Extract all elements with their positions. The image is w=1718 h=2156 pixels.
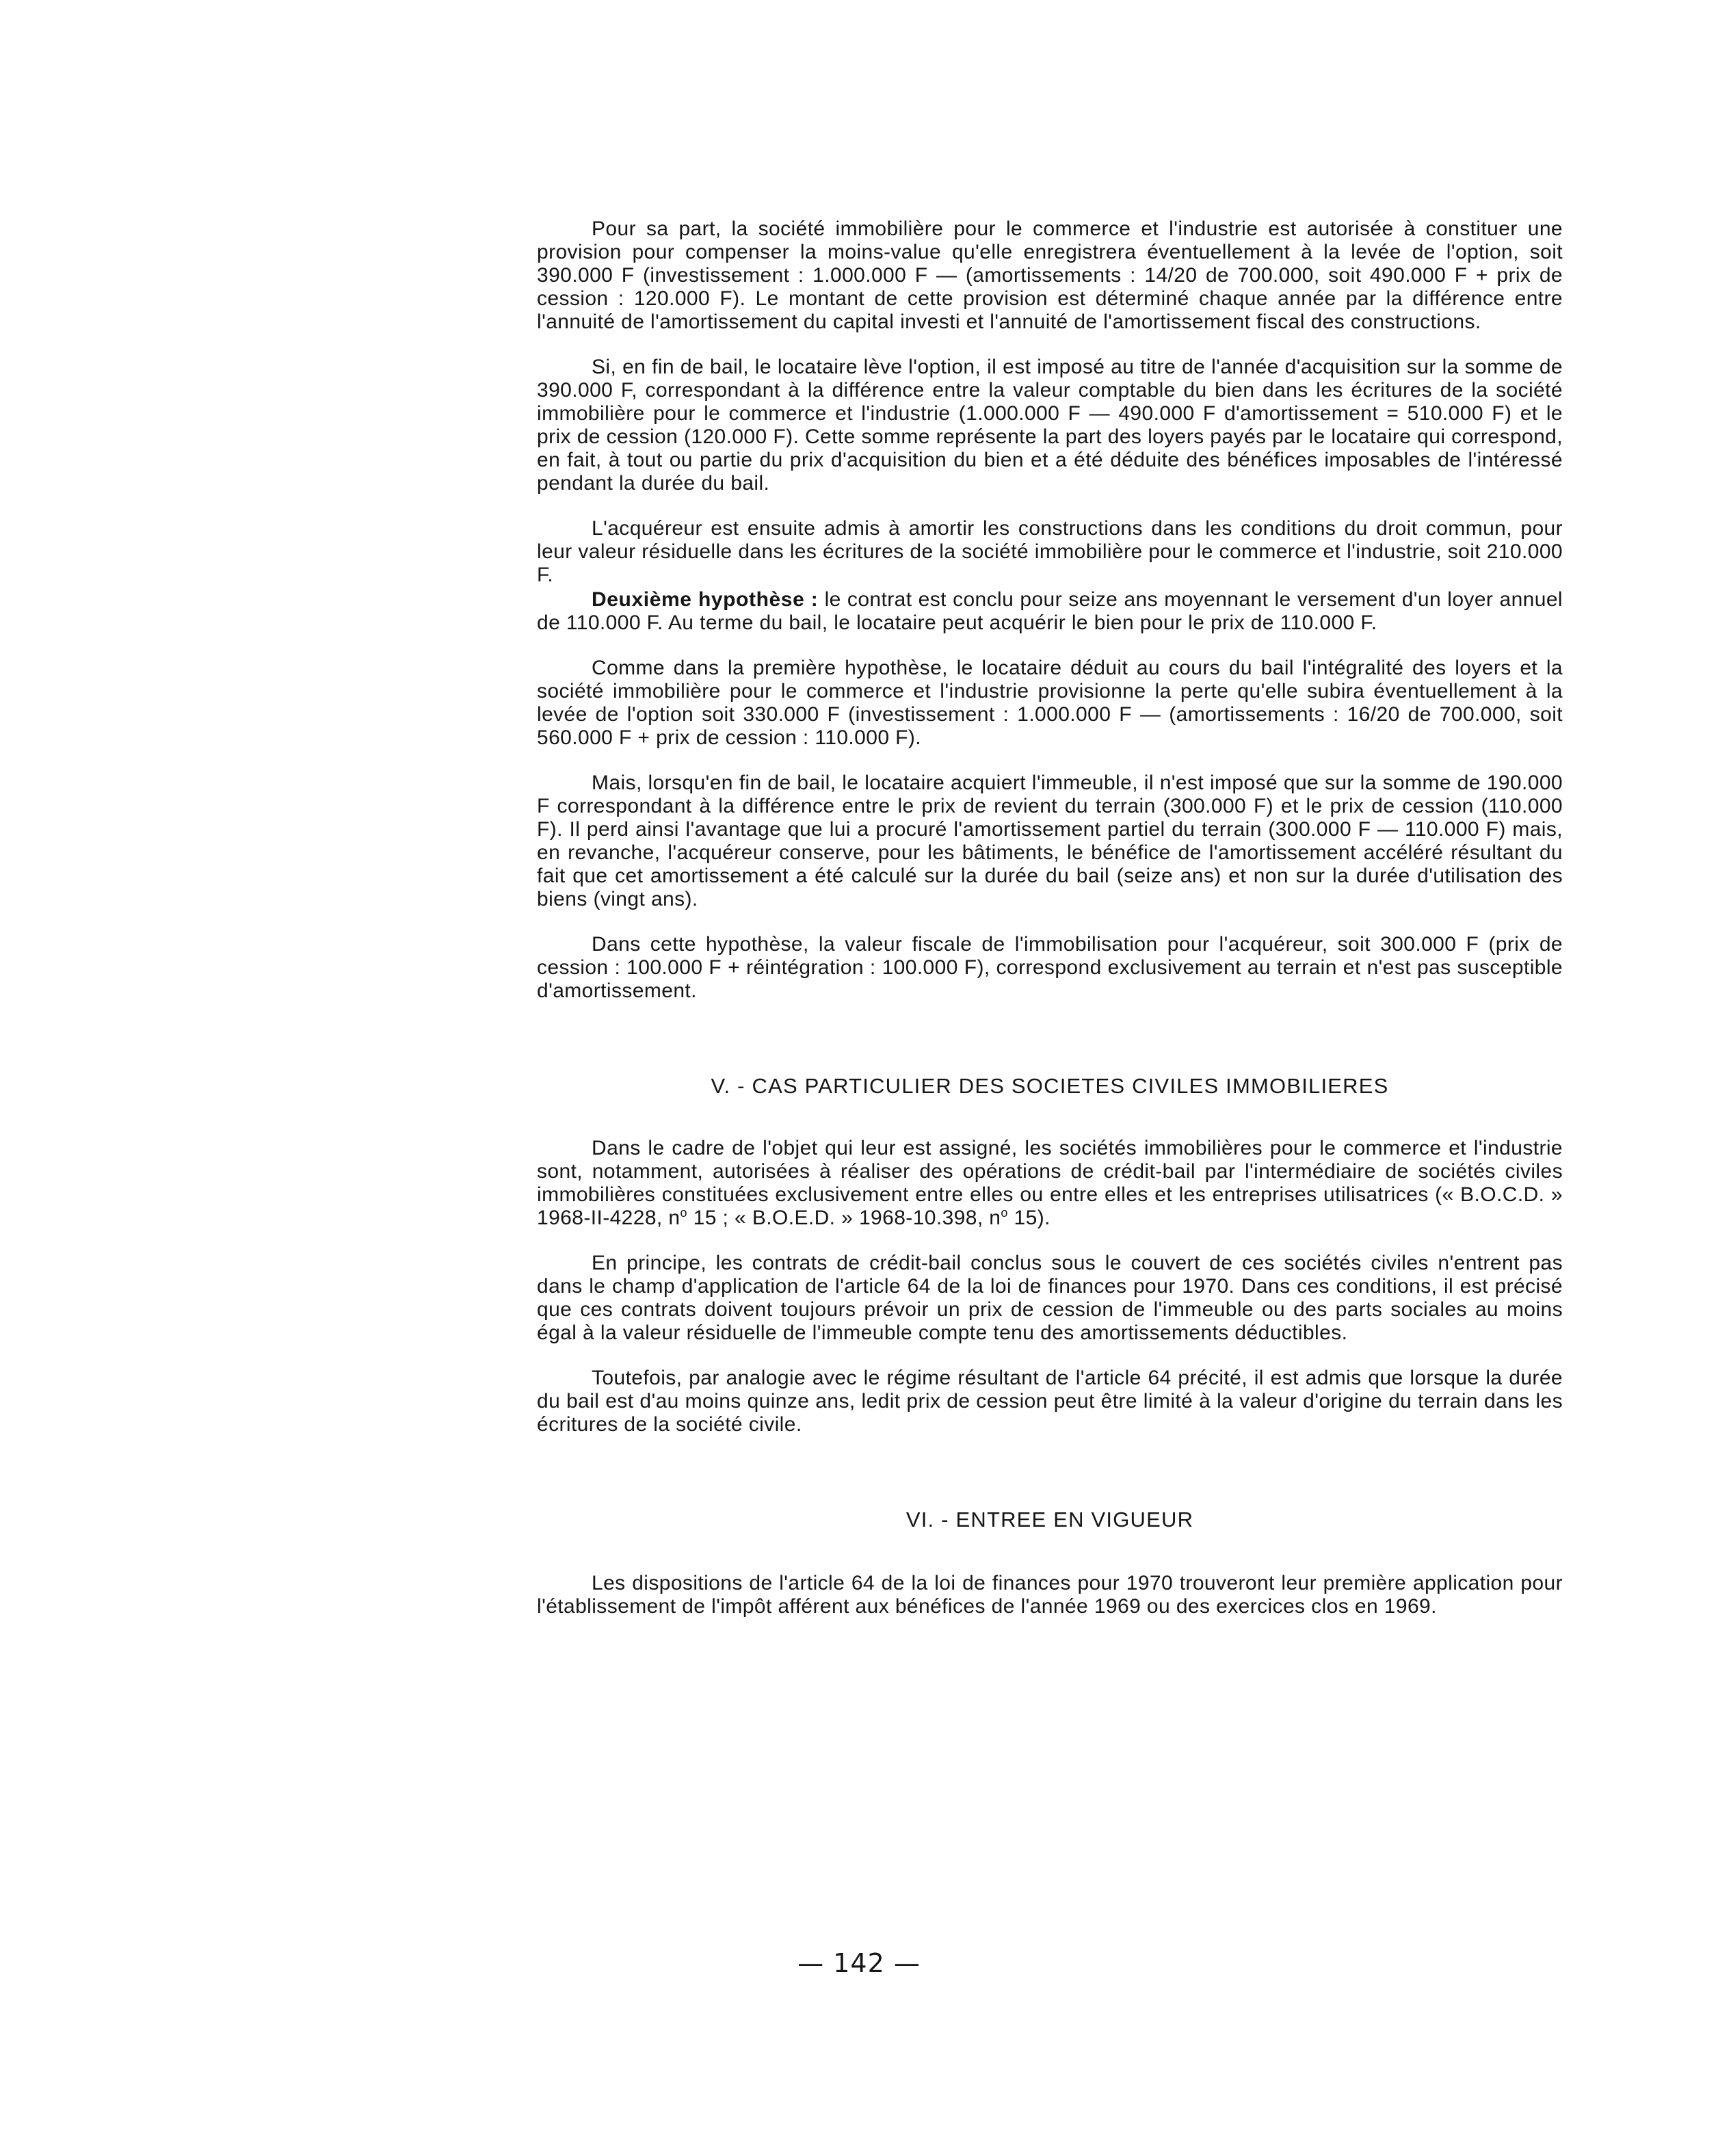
paragraph-entree-en-vigueur: Les dispositions de l'article 64 de la loi de finances pour 1970 trouveront leur première application pour l'établissement de l'impôt afférent aux bénéfices de l'année 1969 ou des exercices clos en 1969.	[537, 1572, 1563, 1618]
paragraph-acquereur-amortissement: L'acquéreur est ensuite admis à amortir les constructions dans les conditions du droit commun, pour leur valeur résiduelle dans les écritures de la société immobilière pour le commerce et l'industrie, soit 210.000 F.	[537, 517, 1563, 586]
numero-superscript: o	[1001, 1206, 1008, 1220]
paragraph-acquisition-immeuble: Mais, lorsqu'en fin de bail, le locataire acquiert l'immeuble, il n'est imposé que sur la somme de 190.000 F correspondant à la différence entre le prix de revient du terrain (300.000 F) et le prix de cession (110.000 F). Il perd ainsi l'avantage que lui a procuré l'amortissement partiel du terrain (300.000 F — 110.000 F) mais, en revanche, l'acquéreur conserve, pour les bâtiments, le bénéfice de l'amortissement accéléré résultant du fait que cet amortissement a été calculé sur la durée du bail (seize ans) et non sur la durée d'utilisation des biens (vingt ans).	[537, 772, 1563, 910]
numero-superscript: o	[680, 1206, 687, 1220]
section-vi-heading: VI. - ENTREE EN VIGUEUR	[906, 1508, 1194, 1531]
section-v-heading: V. - CAS PARTICULIER DES SOCIETES CIVILES IMMOBILIERES	[711, 1074, 1389, 1098]
page-number: — 142 —	[797, 1948, 921, 1978]
paragraph-premiere-hypothese-comparaison: Comme dans la première hypothèse, le locataire déduit au cours du bail l'intégralité des loyers et la société immobilière pour le commerce et l'industrie provisionne la perte qu'elle subira éventuellement à la levée de l'option soit 330.000 F (investissement : 1.000.000 F — (amortissements : 16/20 de 700.000, soit 560.000 F + prix de cession : 110.000 F).	[537, 657, 1563, 749]
societes-civiles-reference-mid: 15 ; « B.O.E.D. » 1968-10.398, n	[687, 1207, 1001, 1229]
societes-civiles-text: Dans le cadre de l'objet qui leur est assigné, les sociétés immobilières pour le commerce et l'industrie sont, notamment, autorisées à réaliser des opérations de crédit-bail par l'intermédiaire de sociétés civiles immobilières constituées exclusivement entre elles ou entre elles et les entreprises utilisatrices (« B.O.C.D. » 1968-II-4228, n	[537, 1137, 1563, 1229]
paragraph-provision: Pour sa part, la société immobilière pour le commerce et l'industrie est autorisée à constituer une provision pour compenser la moins-value qu'elle enregistrera éventuellement à la levée de l'option, soit 390.000 F (investissement : 1.000.000 F — (amortissements : 14/20 de 700.000, soit 490.000 F + prix de cession : 120.000 F). Le montant de cette provision est déterminé chaque année par la différence entre l'annuité de l'amortissement du capital investi et l'annuité de l'amortissement fiscal des constructions.	[537, 218, 1563, 333]
paragraph-levee-option: Si, en fin de bail, le locataire lève l'option, il est imposé au titre de l'année d'acquisition sur la somme de 390.000 F, correspondant à la différence entre la valeur comptable du bien dans les écritures de la société immobilière pour le commerce et l'industrie (1.000.000 F — 490.000 F d'amortissement = 510.000 F) et le prix de cession (120.000 F). Cette somme représente la part des loyers payés par le locataire qui correspond, en fait, à tout ou partie du prix d'acquisition du bien et a été déduite des bénéfices imposables de l'intéressé pendant la durée du bail.	[537, 356, 1563, 495]
document-body	[537, 218, 1563, 1640]
paragraph-valeur-fiscale: Dans cette hypothèse, la valeur fiscale de l'immobilisation pour l'acquéreur, soit 300.000 F (prix de cession : 100.000 F + réintégration : 100.000 F), correspond exclusivement au terrain et n'est pas susceptible d'amortissement.	[537, 933, 1563, 1002]
societes-civiles-reference-end: 15).	[1007, 1207, 1050, 1229]
paragraph-deuxieme-hypothese	[537, 588, 1563, 635]
paragraph-contrats-credit-bail: En principe, les contrats de crédit-bail conclus sous le couvert de ces sociétés civiles n'entrent pas dans le champ d'application de l'article 64 de la loi de finances pour 1970. Dans ces conditions, il est précisé que ces contrats doivent toujours prévoir un prix de cession de l'immeuble ou des parts sociales au moins égal à la valeur résiduelle de l'immeuble compte tenu des amortissements déductibles.	[537, 1252, 1563, 1344]
deuxieme-hypothese-text: le contrat est conclu pour seize ans moyennant le versement d'un loyer annuel de 110.000 F. Au terme du bail, le locataire peut acquérir le bien pour le prix de 110.000 F.	[537, 588, 1563, 634]
deuxieme-hypothese-label: Deuxième hypothèse :	[592, 588, 819, 611]
paragraph-toutefois: Toutefois, par analogie avec le régime résultant de l'article 64 précité, il est admis que lorsque la durée du bail est d'au moins quinze ans, ledit prix de cession peut être limité à la valeur d'origine du terrain dans les écritures de la société civile.	[537, 1367, 1563, 1436]
paragraph-societes-civiles	[537, 1137, 1563, 1230]
